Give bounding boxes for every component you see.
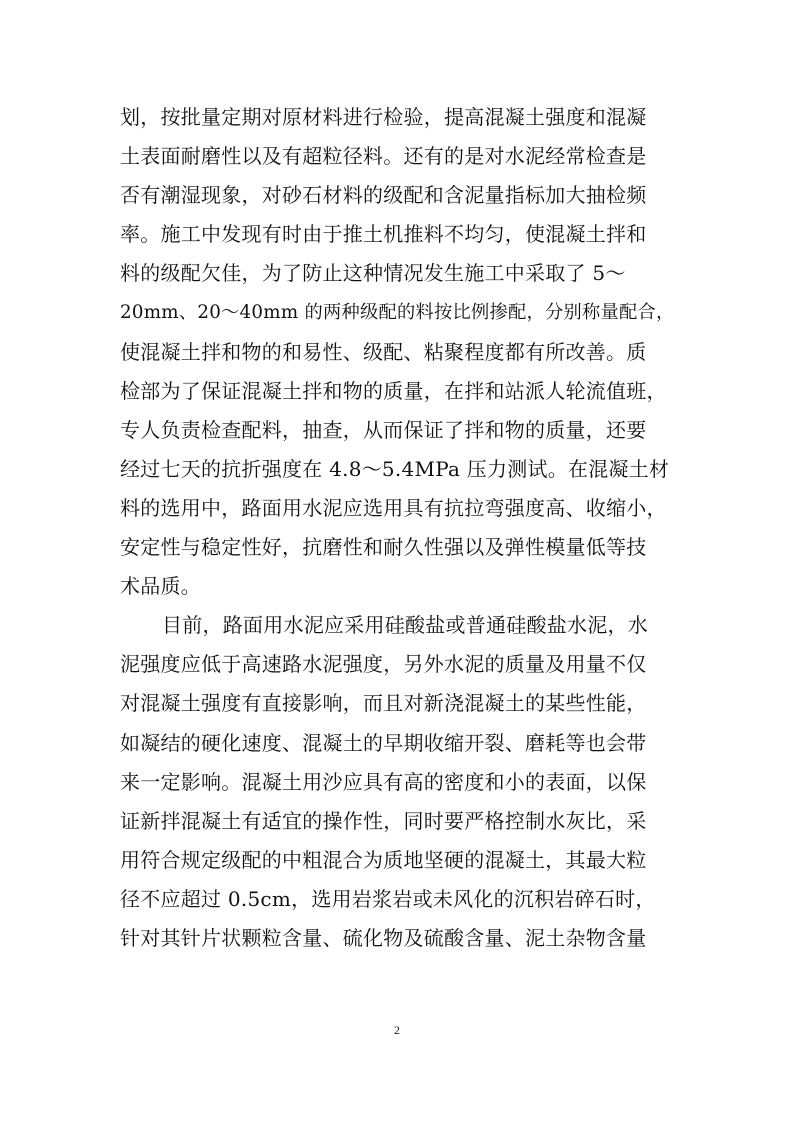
text-line: 率。施工中发现有时由于推土机推料不均匀，使混凝土拌和 bbox=[120, 222, 647, 247]
page-number: 2 bbox=[394, 1023, 400, 1037]
text-line: 土表面耐磨性以及有超粒径料。还有的是对水泥经常检查是 bbox=[120, 144, 647, 169]
text-line: 20mm、20～40mm 的两种级配的料按比例掺配，分别称量配合， bbox=[120, 302, 675, 324]
text-line: 使混凝土拌和物的和易性、级配、粘聚程度都有所改善。质 bbox=[120, 339, 647, 364]
text-line: 如凝结的硬化速度、混凝土的早期收缩开裂、磨耗等也会带 bbox=[120, 730, 647, 755]
text-line: 经过七天的抗折强度在 4.8～5.4MPa 压力测试。在混凝土材 bbox=[120, 456, 670, 481]
text-line: 划，按批量定期对原材料进行检验，提高混凝土强度和混凝 bbox=[120, 105, 647, 129]
text-line: 术品质。 bbox=[120, 574, 201, 599]
text-line: 用符合规定级配的中粗混合为质地坚硬的混凝土，其最大粒 bbox=[120, 847, 647, 872]
text-line: 检部为了保证混凝土拌和物的质量，在拌和站派人轮流值班， bbox=[120, 378, 667, 403]
text-line: 否有潮湿现象，对砂石材料的级配和含泥量指标加大抽检频 bbox=[120, 183, 647, 208]
text-line: 径不应超过 0.5cm，选用岩浆岩或未风化的沉积岩碎石时， bbox=[120, 886, 656, 911]
text-line: 泥强度应低于高速路水泥强度，另外水泥的质量及用量不仅 bbox=[120, 652, 647, 677]
text-line: 料的级配欠佳，为了防止这种情况发生施工中采取了 5～ bbox=[120, 261, 626, 286]
text-line: 证新拌混凝土有适宜的操作性，同时要严格控制水灰比，采 bbox=[120, 808, 647, 833]
paragraph-first-line: 目前，路面用水泥应采用硅酸盐或普通硅酸盐水泥，水 bbox=[162, 613, 648, 638]
text-line: 安定性与稳定性好，抗磨性和耐久性强以及弹性模量低等技 bbox=[120, 535, 647, 560]
body-text bbox=[120, 98, 675, 958]
text-line: 针对其针片状颗粒含量、硫化物及硫酸含量、泥土杂物含量 bbox=[120, 925, 647, 950]
text-line: 对混凝土强度有直接影响，而且对新浇混凝土的某些性能， bbox=[120, 691, 647, 716]
text-line: 专人负责检查配料，抽查，从而保证了拌和物的质量，还要 bbox=[120, 417, 647, 442]
text-line: 来一定影响。混凝土用沙应具有高的密度和小的表面，以保 bbox=[120, 769, 647, 794]
text-line: 料的选用中，路面用水泥应选用具有抗拉弯强度高、收缩小， bbox=[120, 495, 667, 520]
